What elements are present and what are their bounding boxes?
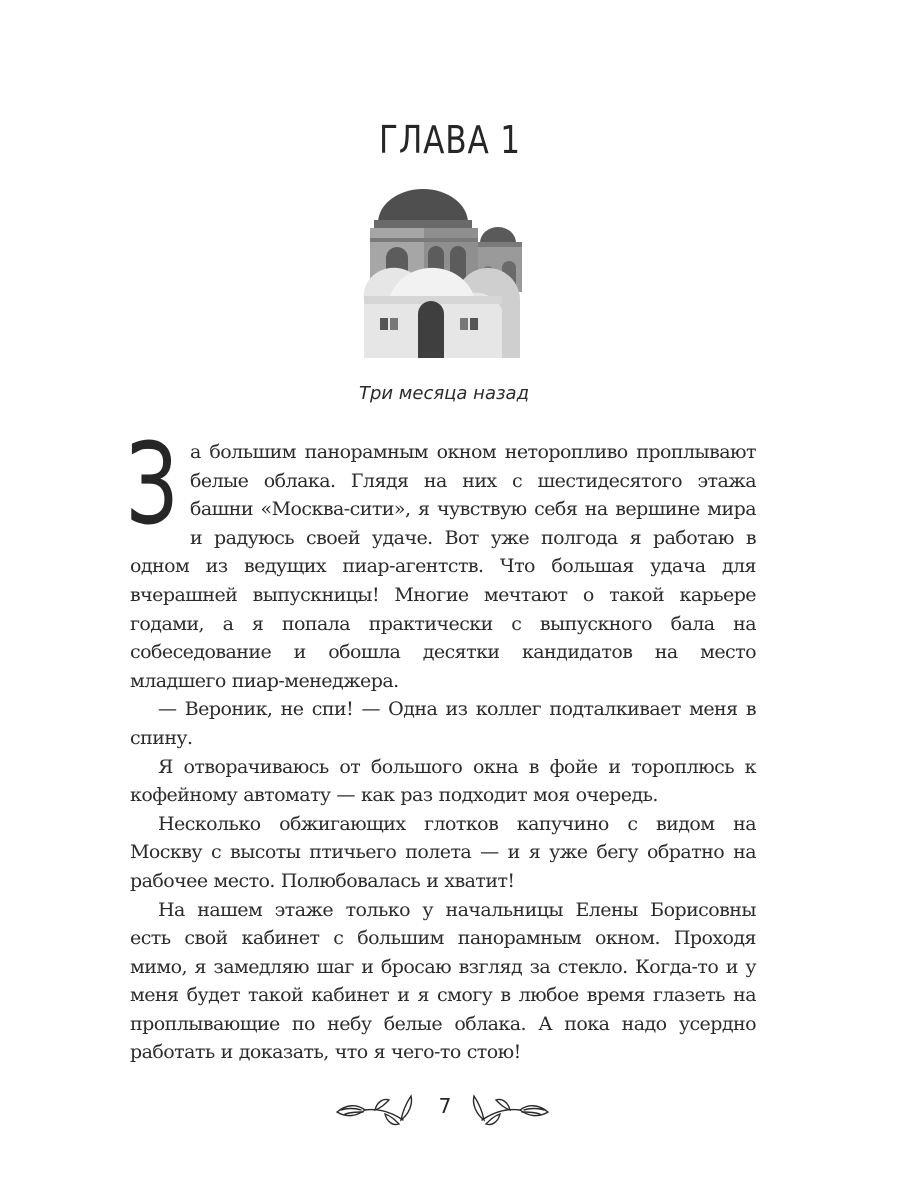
chapter-title: ГЛАВА 1: [379, 118, 521, 162]
domed-buildings-icon: [360, 188, 530, 358]
paragraph-4: Несколько обжигающих глотков капучино с видом на Москву с высоты птичьего полета — и я уже бегу обратно на рабочее место. Полюбовалась и хватит!: [130, 812, 756, 892]
paragraph-1-text: а большим панорамным окном неторопливо проплывают белые облака. Глядя на них с шестидесятого этажа башни «Москва-сити», я чувствую себя на вершине мира и радуюсь своей удаче. Вот уже полгода я работаю в одном из ведущих пиар-агентств. Что большая удача для вчерашней выпускницы! Многие мечтают о такой карьере годами, а я попала практически с выпускного бала на собеседование и обошла десятки кандидатов на место младшего пиар-менеджера.: [130, 441, 756, 692]
floral-ornament-icon: [335, 1090, 415, 1130]
floral-ornament-icon: [470, 1090, 550, 1130]
dropcap: З: [126, 420, 178, 550]
chapter-body: [126, 420, 756, 1067]
paragraph-3: Я отворачиваюсь от большого окна в фойе и тороплюсь к кофейному автомату — как раз подходит моя очередь.: [130, 755, 756, 807]
paragraph-5: На нашем этаже только у начальницы Елены Борисовны есть свой кабинет с большим панорамным окном. Проходя мимо, я замедляю шаг и бросаю взгляд за стекло. Когда-то и у меня будет такой кабинет и я смогу в любое время глазеть на проплывающие по небу белые облака. А пока надо усердно работать и доказать, что я чего-то стою!: [130, 898, 756, 1064]
paragraph-1: [126, 420, 756, 695]
chapter-subtitle: Три месяца назад: [358, 383, 530, 404]
paragraph-2: — Вероник, не спи! — Одна из коллег подталкивает меня в спину.: [130, 698, 756, 749]
page-number: 7: [438, 1094, 452, 1118]
